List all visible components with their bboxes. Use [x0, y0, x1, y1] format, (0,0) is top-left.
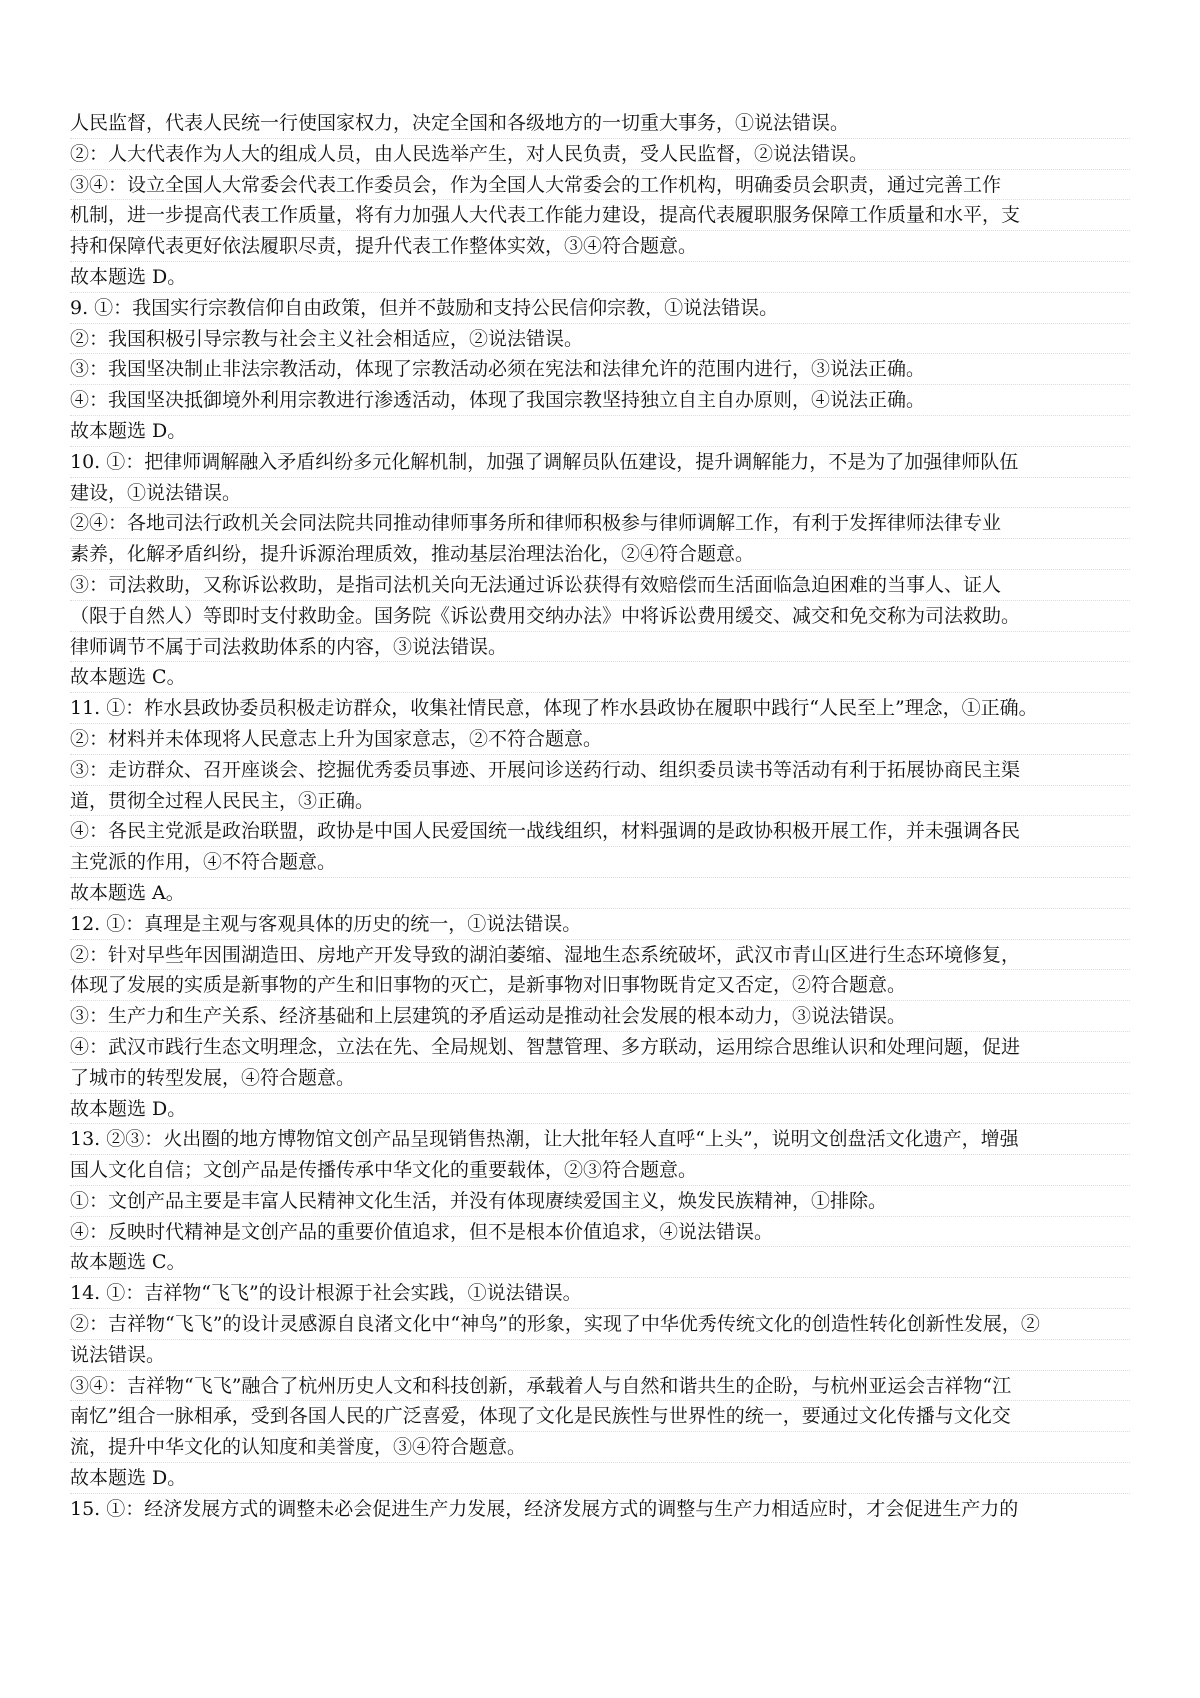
text-line: ②④：各地司法行政机关会同法院共同推动律师事务所和律师积极参与律师调解工作，有利于发挥律师法律专业 [70, 508, 1130, 539]
text-line: ③④：设立全国人大常委会代表工作委员会，作为全国人大常委会的工作机构，明确委员会职责，通过完善工作 [70, 170, 1130, 201]
text-line: 体现了发展的实质是新事物的产生和旧事物的灭亡，是新事物对旧事物既肯定又否定，②符合题意。 [70, 970, 1130, 1001]
text-line: 主党派的作用，④不符合题意。 [70, 847, 1130, 878]
text-line: ②：人大代表作为人大的组成人员，由人民选举产生，对人民负责，受人民监督，②说法错误。 [70, 139, 1130, 170]
text-line: ③：司法救助，又称诉讼救助，是指司法机关向无法通过诉讼获得有效赔偿而生活面临急迫困难的当事人、证人 [70, 570, 1130, 601]
text-line: ②：我国积极引导宗教与社会主义社会相适应，②说法错误。 [70, 324, 1130, 355]
text-line: ③：我国坚决制止非法宗教活动，体现了宗教活动必须在宪法和法律允许的范围内进行，③说法正确。 [70, 354, 1130, 385]
text-line: 国人文化自信；文创产品是传播传承中华文化的重要载体，②③符合题意。 [70, 1155, 1130, 1186]
text-line: 15. ①：经济发展方式的调整未必会促进生产力发展，经济发展方式的调整与生产力相适应时，才会促进生产力的 [70, 1497, 1019, 1520]
text-line: ①：文创产品主要是丰富人民精神文化生活，并没有体现赓续爱国主义，焕发民族精神，①排除。 [70, 1186, 1130, 1217]
text-line: 建设，①说法错误。 [70, 478, 1130, 509]
text-line: ③：生产力和生产关系、经济基础和上层建筑的矛盾运动是推动社会发展的根本动力，③说法错误。 [70, 1001, 1130, 1032]
text-line: 11. ①：柞水县政协委员积极走访群众，收集社情民意，体现了柞水县政协在履职中践行“人民至上”理念，①正确。 [70, 693, 1130, 724]
text-line: ④：反映时代精神是文创产品的重要价值追求，但不是根本价值追求，④说法错误。 [70, 1217, 1130, 1248]
text-line: 故本题选 D。 [70, 262, 1130, 293]
text-line: 9. ①：我国实行宗教信仰自由政策，但并不鼓励和支持公民信仰宗教，①说法错误。 [70, 293, 1130, 324]
text-line: （限于自然人）等即时支付救助金。国务院《诉讼费用交纳办法》中将诉讼费用缓交、减交和免交称为司法救助。 [70, 601, 1130, 632]
text-line: 机制，进一步提高代表工作质量，将有力加强人大代表工作能力建设，提高代表履职服务保障工作质量和水平，支 [70, 200, 1130, 231]
text-line: 故本题选 C。 [70, 662, 1130, 693]
text-line: 人民监督，代表人民统一行使国家权力，决定全国和各级地方的一切重大事务，①说法错误。 [70, 108, 1130, 139]
text-line: 律师调节不属于司法救助体系的内容，③说法错误。 [70, 632, 1130, 663]
text-line: ④：各民主党派是政治联盟，政协是中国人民爱国统一战线组织，材料强调的是政协积极开展工作，并未强调各民 [70, 816, 1130, 847]
text-line: ④：我国坚决抵御境外利用宗教进行渗透活动，体现了我国宗教坚持独立自主自办原则，④说法正确。 [70, 385, 1130, 416]
text-line: 流，提升中华文化的认知度和美誉度，③④符合题意。 [70, 1432, 1130, 1463]
text-line: 13. ②③：火出圈的地方博物馆文创产品呈现销售热潮，让大批年轻人直呼“上头”，说明文创盘活文化遗产，增强 [70, 1124, 1130, 1155]
text-line: 故本题选 D。 [70, 1463, 1130, 1494]
text-line: 故本题选 C。 [70, 1247, 1130, 1278]
text-line: 说法错误。 [70, 1340, 1130, 1371]
text-line: ④：武汉市践行生态文明理念，立法在先、全局规划、智慧管理、多方联动，运用综合思维认识和处理问题，促进 [70, 1032, 1130, 1063]
text-line: ②：材料并未体现将人民意志上升为国家意志，②不符合题意。 [70, 724, 1130, 755]
text-line: 南忆”组合一脉相承，受到各国人民的广泛喜爱，体现了文化是民族性与世界性的统一，要通过文化传播与文化交 [70, 1401, 1130, 1432]
text-line: 10. ①：把律师调解融入矛盾纠纷多元化解机制，加强了调解员队伍建设，提升调解能力，不是为了加强律师队伍 [70, 447, 1130, 478]
text-line: 14. ①：吉祥物“飞飞”的设计根源于社会实践，①说法错误。 [70, 1278, 1130, 1309]
text-line: ②：吉祥物“飞飞”的设计灵感源自良渚文化中“神鸟”的形象，实现了中华优秀传统文化的创造性转化创新性发展，② [70, 1309, 1130, 1340]
text-line: 12. ①：真理是主观与客观具体的历史的统一，①说法错误。 [70, 909, 1130, 940]
text-line: 故本题选 A。 [70, 878, 1130, 909]
text-line: 了城市的转型发展，④符合题意。 [70, 1063, 1130, 1094]
text-line: 故本题选 D。 [70, 416, 1130, 447]
text-line: 素养，化解矛盾纠纷，提升诉源治理质效，推动基层治理法治化，②④符合题意。 [70, 539, 1130, 570]
text-line: ③④：吉祥物“飞飞”融合了杭州历史人文和科技创新，承载着人与自然和谐共生的企盼，与杭州亚运会吉祥物“江 [70, 1371, 1130, 1402]
text-line: ③：走访群众、召开座谈会、挖掘优秀委员事迹、开展问诊送药行动、组织委员读书等活动有利于拓展协商民主渠 [70, 755, 1130, 786]
text-line: 故本题选 D。 [70, 1094, 1130, 1125]
text-line: 持和保障代表更好依法履职尽责，提升代表工作整体实效，③④符合题意。 [70, 231, 1130, 262]
text-line: 道，贯彻全过程人民民主，③正确。 [70, 786, 1130, 817]
text-line: ②：针对早些年因围湖造田、房地产开发导致的湖泊萎缩、湿地生态系统破坏，武汉市青山区进行生态环境修复， [70, 940, 1130, 971]
